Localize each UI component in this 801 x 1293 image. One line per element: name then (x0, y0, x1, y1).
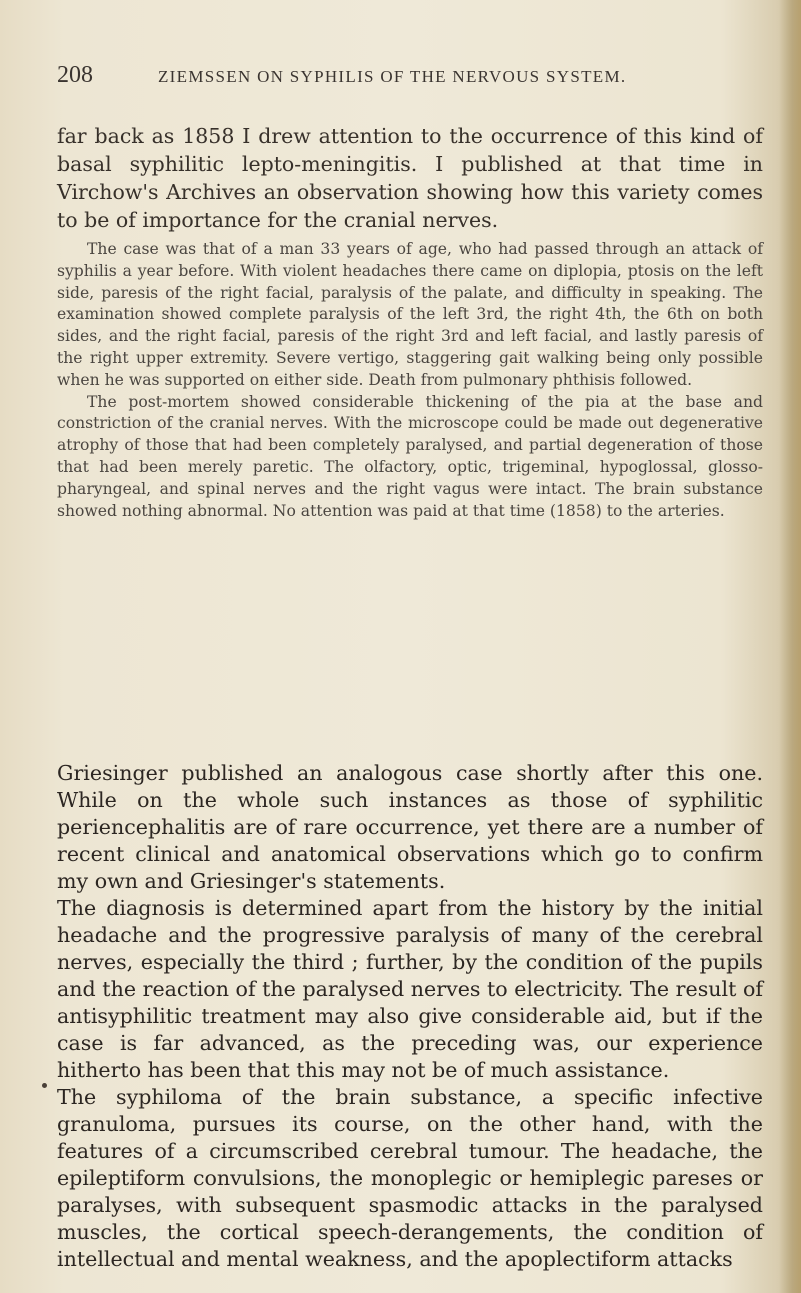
running-title: ZIEMSSEN ON SYPHILIS OF THE NERVOUS SYSTEM. (158, 67, 627, 86)
main-body-text (57, 760, 763, 1273)
syphiloma-paragraph: The syphiloma of the brain substance, a specific infective granuloma, pursues its course, on the other hand, with the features of a circumscribed cerebral tumour. The headache, the epileptiform convulsions, the monoplegic or hemiplegic pareses or paralyses, with subsequent spasmodic attacks in the paralysed muscles, the cortical speech-derangements, the condition of intellectual and mental weakness, and the apoplectiform attacks (57, 1085, 763, 1271)
page-number: 208 (57, 62, 93, 88)
griesinger-paragraph: Griesinger published an analogous case shortly after this one. While on the whole such instances as those of syphilitic periencephalitis are of rare occurrence, yet there are a number of recent clinical and anatomical observations which go to confirm my own and Griesinger's statements. (57, 761, 763, 893)
page-header (57, 62, 762, 92)
diagnosis-paragraph: The diagnosis is determined apart from the history by the initial headache and the progressive paralysis of many of the cerebral nerves, especially the third ; further, by the condition of the pupils and the reaction of the paralysed nerves to electricity. The result of antisyphilitic treatment may also give considerable aid, but if the case is far advanced, as the preceding was, our experience hitherto has been that this may not be of much assistance. (57, 896, 763, 1082)
post-mortem-paragraph: The post-mortem showed considerable thickening of the pia at the base and constriction of the cranial nerves. With the microscope could be made out degenerative atrophy of those that had been completely paralysed, and partial degeneration of those that had been merely paretic. The olfactory, optic, trigeminal, hypoglossal, glosso-pharyngeal, and spinal nerves and the right vagus were intact. The brain substance showed nothing abnormal. No attention was paid at that time (1858) to the arteries. (57, 392, 763, 520)
case-report (57, 239, 763, 522)
ink-spot (42, 1083, 47, 1088)
case-history-paragraph: The case was that of a man 33 years of age, who had passed through an attack of syphilis a year before. With violent headaches there came on diplopia, ptosis on the left side, paresis of the right facial, paralysis of the palate, and difficulty in speaking. The examination showed complete paralysis of the left 3rd, the right 4th, the 6th on both sides, and the right facial, paresis of the right 3rd and left facial, and lastly paresis of the right upper extremity. Severe vertigo, staggering gait walking being only possible when he was supported on either side. Death from pulmonary phthisis followed. (57, 240, 763, 389)
page-edge-shadow (779, 0, 801, 1293)
intro-paragraph: far back as 1858 I drew attention to the occurrence of this kind of basal syphilitic lepto-meningitis. I published at that time in Virchow's Archives an observation showing how this variety comes to be of importance for the cranial nerves. (57, 124, 763, 232)
